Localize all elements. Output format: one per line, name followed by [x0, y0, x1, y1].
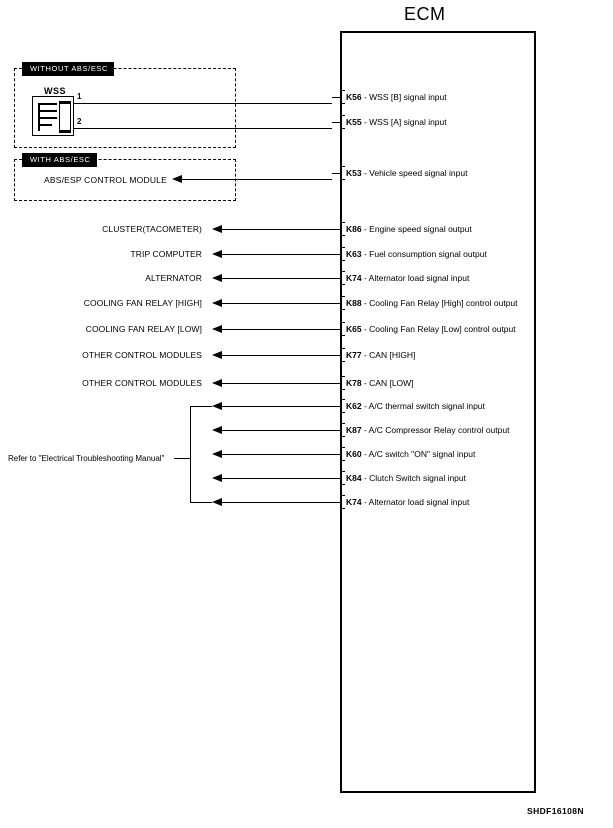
ecm-pin-lead: [332, 329, 340, 330]
ecm-pin-description: - CAN [HIGH]: [361, 350, 416, 360]
ecm-pin-code: K86: [346, 224, 362, 234]
refer-to-manual-note: Refer to "Electrical Troubleshooting Manual": [8, 454, 165, 463]
ecm-pin-lead: [332, 430, 340, 431]
signal-arrow: [212, 250, 222, 258]
ecm-pin-code: K56: [346, 92, 362, 102]
ecm-pin-description: - Clutch Switch signal input: [361, 473, 467, 483]
ecm-pin-code: K62: [346, 401, 362, 411]
ecm-pin-lead: [332, 478, 340, 479]
ecm-pin-text: [346, 348, 415, 362]
wire-wss-b: [74, 103, 332, 104]
bracket-arm-top: [190, 406, 212, 407]
ecm-pin-text: [346, 222, 472, 236]
ecm-pin-code: K78: [346, 378, 362, 388]
wire-wss-a: [74, 128, 332, 129]
ecm-pin-description: - WSS [B] signal input: [361, 92, 447, 102]
ecm-pin-text: [346, 166, 467, 180]
signal-arrow: [212, 351, 222, 359]
wss-core-cap-bottom: [59, 130, 71, 133]
device-label: COOLING FAN RELAY [HIGH]: [83, 298, 202, 308]
ecm-pin-code: K74: [346, 273, 362, 283]
ecm-pin-lead: [332, 502, 340, 503]
arrow-abs-esp-module: [172, 175, 182, 183]
ecm-pin-lead: [332, 454, 340, 455]
device-label: CLUSTER(TACOMETER): [102, 224, 202, 234]
signal-wire: [222, 254, 332, 255]
ecm-pin-lead: [332, 229, 340, 230]
signal-wire: [222, 329, 332, 330]
ecm-pin-terminal-icon: [340, 90, 345, 104]
ecm-pin-terminal-icon: [340, 296, 345, 310]
wss-coil-bar-4: [38, 124, 52, 126]
signal-wire: [222, 303, 332, 304]
signal-arrow: [212, 498, 222, 506]
ecm-pin-text: [346, 471, 466, 485]
ecm-pin-description: - Vehicle speed signal input: [361, 168, 468, 178]
wire-vehicle-speed: [182, 179, 332, 180]
ecm-pin-terminal-icon: [340, 247, 345, 261]
device-label: OTHER CONTROL MODULES: [82, 350, 202, 360]
signal-arrow: [212, 450, 222, 458]
wss-coil-bar-3: [38, 117, 57, 119]
option-box-tag: WITH ABS/ESC: [22, 153, 97, 167]
ecm-pin-lead: [332, 97, 340, 98]
ecm-pin-lead: [332, 383, 340, 384]
ecm-pin-description: - A/C switch "ON" signal input: [361, 449, 476, 459]
abs-esp-control-module-label: ABS/ESP CONTROL MODULE: [44, 175, 167, 185]
wss-coil-bar-2: [38, 110, 57, 112]
wss-coil-left-spine: [38, 103, 40, 126]
ecm-pin-terminal-icon: [340, 471, 345, 485]
ecm-pin-lead: [332, 254, 340, 255]
ecm-pin-description: - Cooling Fan Relay [Low] control output: [361, 324, 516, 334]
device-label: ALTERNATOR: [145, 273, 202, 283]
signal-wire: [222, 278, 332, 279]
ecm-pin-text: [346, 271, 469, 285]
ecm-pin-terminal-icon: [340, 423, 345, 437]
ecm-pin-lead: [332, 173, 340, 174]
signal-arrow: [212, 474, 222, 482]
ecm-pin-lead: [332, 406, 340, 407]
ecm-pin-text: [346, 376, 414, 390]
wss-coil-bar-1: [38, 103, 57, 105]
ecm-pin-description: - CAN [LOW]: [361, 378, 414, 388]
ecm-pin-code: K60: [346, 449, 362, 459]
ecm-pin-code: K77: [346, 350, 362, 360]
ecm-pin-terminal-icon: [340, 222, 345, 236]
device-label: TRIP COMPUTER: [130, 249, 202, 259]
ecm-pin-text: [346, 296, 518, 310]
ecm-pin-text: [346, 423, 509, 437]
ecm-pin-description: - Fuel consumption signal output: [361, 249, 487, 259]
ecm-pin-description: - Alternator load signal input: [361, 273, 470, 283]
wss-sensor-core: [59, 101, 71, 133]
wss-pin-2-number: 2: [77, 117, 82, 126]
ecm-pin-terminal-icon: [340, 348, 345, 362]
ecm-pin-code: K87: [346, 425, 362, 435]
ecm-pin-description: - Cooling Fan Relay [High] control output: [361, 298, 518, 308]
bracket-arm-bottom: [190, 502, 212, 503]
ecm-pin-code: K63: [346, 249, 362, 259]
ecm-pin-text: [346, 322, 516, 336]
ecm-pin-description: - WSS [A] signal input: [361, 117, 447, 127]
ecm-pin-terminal-icon: [340, 115, 345, 129]
signal-wire: [222, 229, 332, 230]
signal-wire: [222, 502, 332, 503]
ecm-pin-lead: [332, 303, 340, 304]
device-label: OTHER CONTROL MODULES: [82, 378, 202, 388]
signal-arrow: [212, 325, 222, 333]
bracket-stem: [174, 458, 190, 459]
document-code: SHDF16108N: [527, 806, 584, 816]
ecm-pin-lead: [332, 122, 340, 123]
signal-arrow: [212, 225, 222, 233]
ecm-pin-description: - A/C thermal switch signal input: [361, 401, 485, 411]
ecm-pin-description: - Engine speed signal output: [361, 224, 472, 234]
signal-wire: [222, 406, 332, 407]
ecm-pin-terminal-icon: [340, 447, 345, 461]
ecm-pin-text: [346, 90, 447, 104]
ecm-pin-lead: [332, 278, 340, 279]
ecm-pin-text: [346, 115, 447, 129]
ecm-title: ECM: [404, 4, 446, 24]
ecm-pin-code: K65: [346, 324, 362, 334]
ecm-pin-description: - A/C Compressor Relay control output: [361, 425, 510, 435]
signal-arrow: [212, 274, 222, 282]
signal-wire: [222, 355, 332, 356]
wss-label: WSS: [44, 86, 67, 96]
device-label: COOLING FAN RELAY [LOW]: [85, 324, 202, 334]
wss-sensor-body: [32, 96, 74, 136]
ecm-pin-code: K88: [346, 298, 362, 308]
ecm-pin-text: [346, 447, 475, 461]
signal-arrow: [212, 426, 222, 434]
signal-arrow: [212, 402, 222, 410]
bracket-spine: [190, 406, 191, 502]
signal-arrow: [212, 379, 222, 387]
ecm-pin-terminal-icon: [340, 322, 345, 336]
ecm-pin-code: K84: [346, 473, 362, 483]
wss-coil-stub: [38, 124, 40, 131]
ecm-pin-text: [346, 495, 469, 509]
ecm-pin-text: [346, 247, 487, 261]
ecm-pin-code: K53: [346, 168, 362, 178]
signal-wire: [222, 454, 332, 455]
ecm-pin-text: [346, 399, 485, 413]
ecm-pin-terminal-icon: [340, 376, 345, 390]
ecm-pin-code: K55: [346, 117, 362, 127]
signal-wire: [222, 430, 332, 431]
ecm-pin-terminal-icon: [340, 399, 345, 413]
ecm-pin-terminal-icon: [340, 495, 345, 509]
ecm-pin-code: K74: [346, 497, 362, 507]
wss-pin-1-number: 1: [77, 92, 82, 101]
signal-wire: [222, 478, 332, 479]
ecm-pin-description: - Alternator load signal input: [361, 497, 470, 507]
wss-core-cap-top: [59, 101, 71, 104]
signal-arrow: [212, 299, 222, 307]
ecm-pin-lead: [332, 355, 340, 356]
ecm-pin-terminal-icon: [340, 166, 345, 180]
option-box-tag: WITHOUT ABS/ESC: [22, 62, 114, 76]
signal-wire: [222, 383, 332, 384]
ecm-pin-terminal-icon: [340, 271, 345, 285]
